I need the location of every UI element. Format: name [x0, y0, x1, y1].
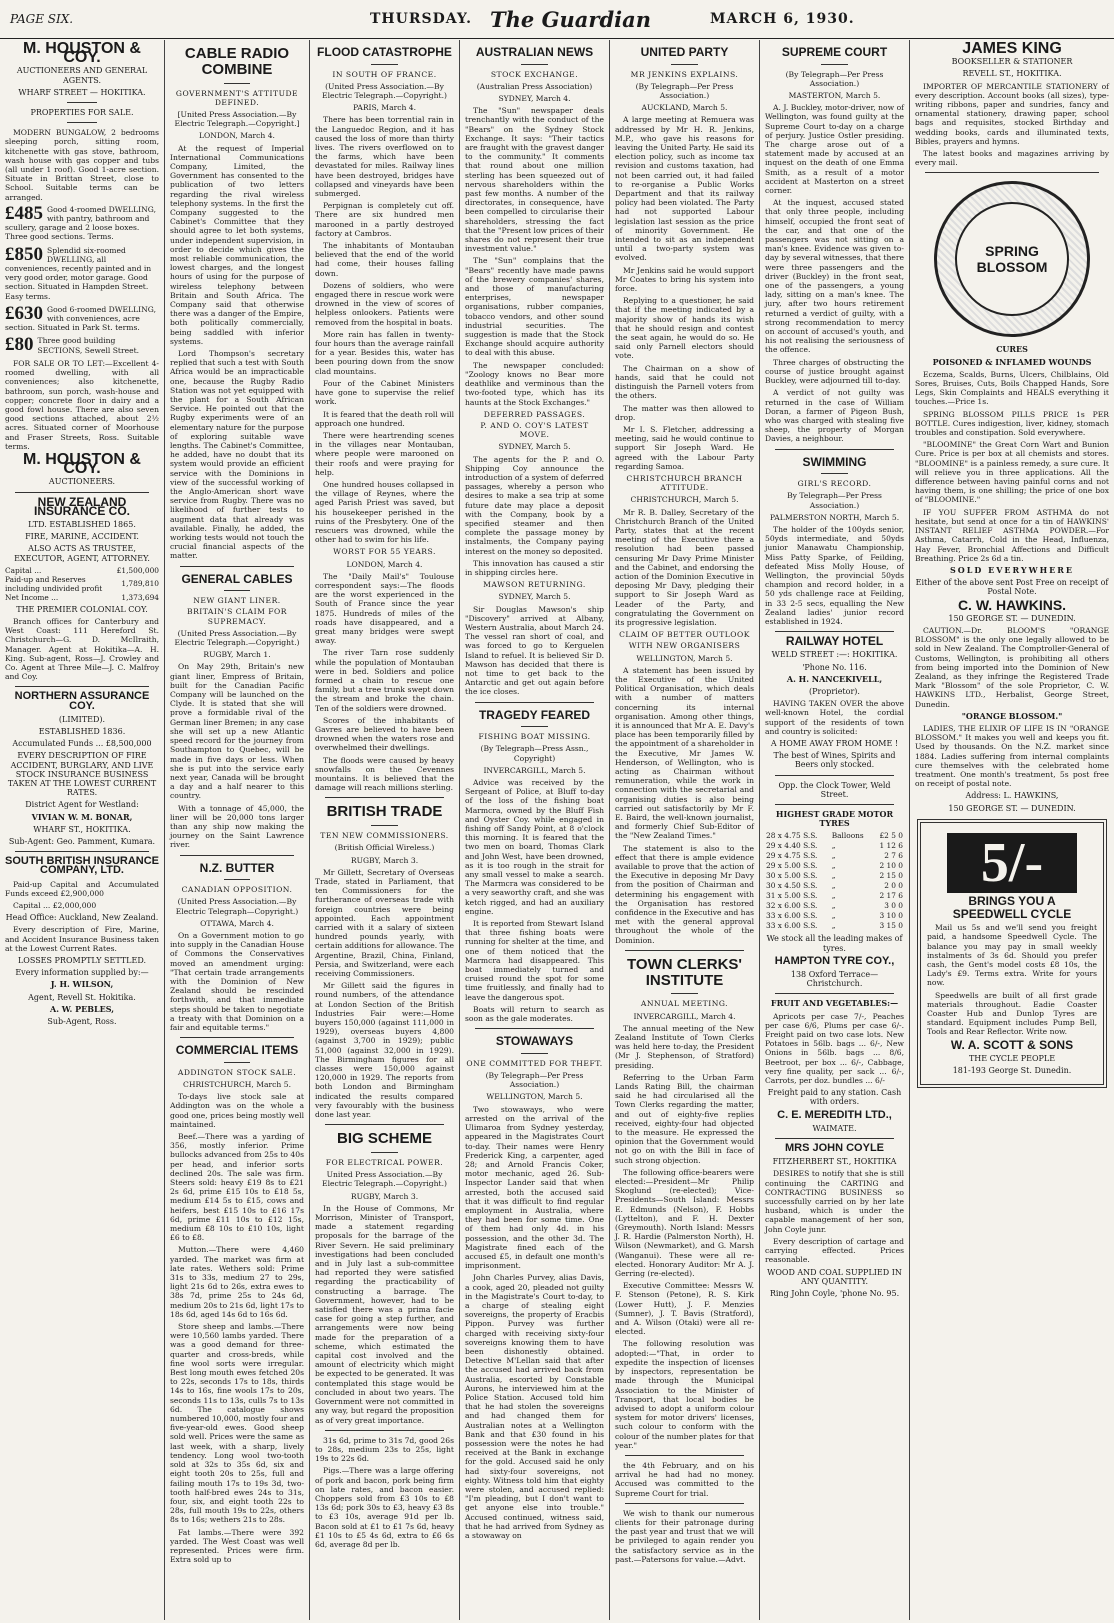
paragraph: John Charles Purvey, alias Davis, a cook, aged 20, pleaded not guilty in the Magistrate's Court to-day, to a charge of stealing eight sovereigns, the property of Eracbis Pippon. Purvey was further charged with receiving sixty-four sovereigns knowing them to have been dishonestly obtained. Detective M'Lellan said that after the accused had arrived back from Australia, escorted by Constable Aurons, he interviewed him at the Police Station. Accused told him that he had stolen the sovereigns and had changed them for Australian notes at a Wellington Bank and that £30 found in his possession were the notes he had received at the Bank in exchange for the gold. Accused said he only had sixty-four sovereigns, not eighty. Witness told him that eighty were stolen, and accused replied: "I'm pleading, but I don't want to get anyone else into trouble." Accused continued, witness said, that he had arrived from Sydney as a stowaway on: [465, 1273, 604, 1541]
headline-british-trade: BRITISH TRADE: [326, 803, 443, 821]
paragraph: The Chairman on a show of hands, said that he could not distinguish the Parnell voters from the others.: [615, 363, 754, 401]
credit: (By Telegraph—Per Press Association.): [485, 1071, 584, 1090]
wilson: J. H. WILSON,: [50, 979, 114, 990]
table-row: 29 x 4.75 S.S. „ 2 7 6: [766, 851, 903, 861]
fruit-heading: FRUIT AND VEGETABLES:—: [770, 998, 899, 1009]
subhead: GIRL'S RECORD.: [797, 479, 872, 489]
subhead: DEFERRED PASSAGES.: [483, 409, 586, 419]
wines: The best of Wines, Spirits and Beers only stocked.: [773, 751, 896, 770]
seal-text-2: BLOSSOM: [976, 259, 1048, 276]
dateline: LONDON, March 4.: [199, 131, 275, 141]
hawkins-addr: 150 GEORGE ST. — DUNEDIN.: [948, 613, 1076, 623]
paragraph: At the request of Imperial International Communications Company, Limited, the Government has consented to the publication of two letters regarding the rival wireless telephony systems. In the first the Company suggested to the Cabinet's Committee that they should agree to let both systems, under independent supervision, in order to decide which gives the most reliable communication, the lowest charges, and the longest hours of using for the purpose of wireless telephony between Britain and South Africa. The Company said that otherwise there was a danger of the Empire, both politically commercially, being saddled with inferior systems.: [170, 143, 304, 346]
paragraph: There were heartrending scenes in the villages near Montauban, where people were marooned on their roofs and were praying for help.: [315, 430, 454, 477]
coyle-title: MRS JOHN COYLE: [784, 1142, 884, 1155]
eczema: Eczema, Scalds, Burns, Ulcers, Chilblains, Old Sores, Bruises, Cuts, Boils Chapped Hands, Sore Legs, Skin Complaints and HEALS everything it touches.—Price 1s.: [915, 369, 1109, 407]
bookseller: BOOKSELLER & STATIONER: [951, 57, 1073, 67]
subhead: CANADIAN OPPOSITION.: [181, 885, 293, 895]
info-supplied: Every information supplied by:—: [15, 968, 149, 978]
paragraph: Two stowaways, who were arrested on the arrival of the Ulimaroa from Sydney yesterday, appeared in the Magistrates Court to-day. Their names were Henry Frederick King, a carpenter, aged 28; and Arnold Francis Coker, motor mechanic, aged 26. Sub-Inspector Lander said that when arrested, both the accused said that it was difficult to find regular employment in Australia, where they had been for some time. One of them had only 4d. in his possession, and the other 3d. The Magistrate fined each of the accused £5, in default one month's imprisonment.: [465, 1104, 604, 1271]
column-1: [0, 40, 165, 1620]
northern-est: ESTABLISHED 1836.: [38, 726, 126, 736]
paragraph: Mr R. B. Dalley, Secretary of the Christchurch Branch of the United Party, states that at the recent meeting of the Executive there a resolution had been passed censuring Mr Davy Prime Minister and the Cabinet, and endorsing the action of the Dominion Executive in deposing Mr Davy, pledging their support to Sir Joseph Ward as Leader of the Party, and congratulating the Government on its progressive legislation.: [615, 507, 754, 627]
paragraph: Lord Thompson's secretary replied that such a test with South Africa would be an impracticable one, because the Rugby Radio Station was not yet equipped with the plant for a South African Service. He pointed out that the Rugby experiments were of an elementary nature for the purpose of exploring suitable wave lengths. The Cabinet's Committee, he added, have no doubt that its system would provide an efficient service with the Dominions in view of the successful working of the Anglo-American short wave service from Rugby. There was no likelihood of further tests to augment data that already was available. Finally, he added, the working tests would not touch the crucial financial aspects of the matter.: [170, 348, 304, 561]
nz-insurance-title: NEW ZEALAND INSURANCE CO.: [33, 494, 130, 518]
properties-heading: PROPERTIES FOR SALE.: [30, 108, 134, 118]
coyle-addr: FITZHERBERT ST., HOKITIKA: [772, 1157, 897, 1167]
hampton-addr: 138 Oxford Terrace—Christchurch.: [790, 970, 879, 989]
column-3: [310, 40, 460, 1620]
paragraph: Dozens of soldiers, who were engaged there in rescue work were drowned in the view of scores of helpless onlookers. Patients were removed from the hospital in boats.: [315, 280, 454, 327]
wood-coal: WOOD AND COAL SUPPLIED IN ANY QUANTITY.: [767, 1267, 902, 1286]
credit: (British Official Wireless.): [334, 843, 435, 853]
paragraph: Mr I. S. Fletcher, addressing a meeting, said he would continue to support Sir Joseph Ward. He agreed with the Labour Party regarding Samoa.: [615, 424, 754, 471]
dateline: PARIS, March 4.: [352, 103, 417, 113]
cycle-people: THE CYCLE PEOPLE: [968, 1053, 1056, 1063]
paragraph: Fat lambs.—There were 392 yarded. The West Coast was well represented. Prices were firm. Extra sold up to: [170, 1527, 304, 1565]
cures: CURES: [996, 344, 1028, 355]
dateline: WELLINGTON, March 5.: [486, 1092, 583, 1102]
subhead: P. AND O. COY'S LATEST MOVE.: [480, 420, 589, 440]
orange-blossom: "ORANGE BLOSSOM.": [961, 710, 1063, 721]
paragraph: At the inquest, accused stated that only three people, including himself, occupied the front seat of the car, and that one of the passengers was not sitting on a man's knee. Evidence was given to-day by several witnesses, that there were three passengers and the driver (Buckley) in the front seat, one of the passengers, a young lady, sitting on a man's knee. The jury, after two hours retirement returned a verdict of guilty, with a strong recommendation to mercy on account of accused's youth, and his not realising the seriousness of the offence.: [765, 198, 904, 355]
paragraph: There has been torrential rain in the Languedoc Region, and it has caused the loss of more than thirty lives. The rivers overflowed on to the farms, which have been devastated for miles. Railway lines have been destroyed, bridges have collapsed and vineyards have been submerged.: [315, 115, 454, 199]
paragraph: One hundred houses collapsed in the village of Reynes, where the aged Parish Priest was saved, but his housekeeper perished in the ruins of the Presbytery. One of the rescuers was drowned, while the other had to swim for his life.: [315, 479, 454, 545]
either: Either of the above sent Post Free on receipt of Postal Note.: [915, 578, 1109, 597]
paragraph: Replying to a questioner, he said that if the meeting indicated by a majority show of hands its wish that he should resign and contest the seat again, he would do so. He said only Parnell electors should vote.: [615, 296, 754, 361]
northern-limited: (LIMITED).: [58, 714, 106, 724]
subhead: FOR ELECTRICAL POWER.: [325, 1158, 444, 1168]
northern-every: EVERY DESCRIPTION OF FIRE ACCIDENT, BURGLARY, AND LIVE STOCK INSURANCE BUSINESS TAKEN AT THE LOWEST CURRENT RATES.: [7, 751, 157, 798]
district-agent: District Agent for Westland:: [25, 800, 139, 810]
every-description: Every description of Fire, Marine, and Accident Insurance Business taken at the Lowest Current Rates.: [5, 925, 159, 953]
paragraph: This innovation has caused a stir in shipping circles here.: [465, 558, 604, 577]
cartage: Every description of cartage and carrying effected. Prices reasonable.: [765, 1236, 904, 1265]
column-4: [460, 40, 610, 1620]
hotel-address: WELD STREET :—: HOKITIKA.: [771, 650, 898, 660]
headline-nz-butter: N.Z. BUTTER: [199, 860, 275, 875]
subhead: MAWSON RETURNING.: [483, 580, 586, 590]
paragraph: A large meeting at Remuera was addressed by Mr H. R. Jenkins, M.P., who gave his reasons for leaving the United Party. He said its election policy, such as income tax revision and customs taxation, had not been carried out, it had failed to re-organise a Public Works Department and that its railway policy had been violated. The Party had not supported Labour legislation last session as the price of minority Government. He intended to sit as an independent until a two-party system was evolved.: [615, 115, 754, 263]
pills: SPRING BLOSSOM PILLS PRICE 1s PER BOTTLE. Cures indigestion, liver, kidney, stomach troubles and constipation. Sold everywhere.: [915, 409, 1109, 438]
paragraph: Store sheep and lambs.—There were 10,560 lambs yarded. There was a good demand for three-quarter and cross-breds, while fine wool sorts were irregular. Best long mouth ewes fetched 20s to 22s, seconds 17s to 18s, thirds 14s to 16s, fine wools 17s to 20s, seconds 11s to 13s, culls 7s to 13s 6d. The catalogue shows numbered 10,000, mostly four and five-year-old ewes. Good sheep sold well. Prices were the same as last week, with a sharp, lively tendency. Long wool two-tooth sold at 32s to 35s 6d, six and eight tooth 20s to 25s, full and failing mouth 17s to 19s 3d, two-tooth half-bred ewes 24s to 31s, four, six, and eight tooth 22s to 28s, full mouth 19s to 22s, others 8s to 16s; wethers 21s to 28s.: [170, 1322, 304, 1525]
speedwell-ad: [917, 819, 1107, 1088]
price-630: £630: [5, 302, 43, 324]
fin-row: Capital ... £1,500,000: [5, 565, 159, 575]
meredith: C. E. MEREDITH LTD.,: [777, 1108, 892, 1121]
dateline: OTTAWA, March 4.: [200, 918, 274, 928]
paragraph: Pigs.—There was a large offering of pork and bacon, pork being firm on late rates, and bacon easier. Choppers sold from £3 10s to £8 13s 6d; pork 30s to £3, heavy £3 8s to £3 10s, average 91d per lb. Bacon sold at £1 to £1 7s 6d, heavy £1 10s to £5 4s 6d, extra to £6 6s 6d, average 8d per lb.: [315, 1466, 454, 1549]
paragraph: The annual meeting of the New Zealand Institute of Town Clerks was held here to-day, the President (Mr J. Stephenson, of Stratford) presiding.: [615, 1023, 754, 1070]
subhead: BRITAIN'S CLAIM FOR SUPREMACY.: [186, 607, 288, 626]
tyre-price-table: [765, 831, 904, 931]
credit: (By Telegraph—Per Press Association.): [635, 81, 734, 100]
table-row: 32 x 6.00 S.S. „ 3 0 0: [766, 901, 903, 911]
nz-established: LTD. ESTABLISHED 1865.: [28, 519, 136, 529]
paragraph: A verdict of not guilty was returned in the case of William Doran, a farmer of Pigeon Bush, who was charged with stealing five sheep, the property of Morgan Davies, a neighbour.: [765, 388, 904, 444]
headline-australian-news: AUSTRALIAN NEWS: [475, 45, 594, 59]
paragraph: Four of the Cabinet Ministers have gone to supervise the relief work.: [315, 378, 454, 407]
headline-united-party: UNITED PARTY: [640, 45, 729, 59]
subhead: CLAIM OF BETTER OUTLOOK: [619, 630, 750, 640]
subhead: WORST FOR 55 YEARS.: [333, 547, 436, 557]
paragraph: A statement has been issued by the Executive of the United Political Organisation, which deals with a number of matters concerning its internal organisation. Among other things, it is announced that Mr A. E. Davy's place has been temporarily filled by the appointment of a shareholder in the Executive, Mr James W. Henderson, of Wellington, who is acting as Chairman without remuneration, while the work in connection with the secretarial and organising duties is also being carried out satisfactorily by Mr F. E. Baird, the well-known journalist, and formerly Chief Sub-Editor of the "New Zealand Times.": [615, 665, 754, 841]
text-485: Good 4-roomed DWELLING, with pantry, bathroom and scullery, garage and 2 loose boxes. Three good sections. Terms.: [5, 204, 157, 242]
paragraph: To-days live stock sale at Addington was on the whole a good one, prices being mostly well maintained.: [170, 1092, 304, 1129]
hotel-text: HAVING TAKEN OVER the above well-known Hotel, the cordial support of the residents of town and country is solicited:: [765, 699, 904, 736]
vivian-addr: WHARF ST., HOKITIKA.: [33, 824, 131, 834]
railway-hotel-title: RAILWAY HOTEL: [785, 634, 884, 649]
headline-supreme-court: SUPREME COURT: [781, 45, 888, 59]
modern-bungalow: MODERN BUNGALOW, 2 bedrooms sleeping porch, sitting room, kitchenette with gas stove, bathroom, wash house with gas copper and tubs (all under 1 roof). Good 1-acre section. Situate in Brittan Street, close to School. Suitable terms can be arranged.: [5, 128, 159, 202]
houston-title: M. HOUSTON & COY.: [23, 40, 141, 67]
houston-sub: AUCTIONEERS AND GENERAL AGENTS.: [16, 66, 148, 85]
headline-flood: FLOOD CATASTROPHE: [317, 45, 452, 59]
dateline: RUGBY, March 1.: [203, 650, 271, 660]
poisoned: POISONED & INFLAMED WOUNDS: [932, 356, 1092, 367]
headline-town-clerks: TOWN CLERKS' INSTITUTE: [627, 955, 742, 989]
price-850: £850: [5, 243, 43, 265]
south-british-title: SOUTH BRITISH INSURANCE COMPANY, LTD.: [5, 855, 160, 877]
hotel-phone: 'Phone No. 116.: [802, 662, 867, 672]
paragraph: The following resolution was adopted:—"That, in order to expedite the inspection of licenses by inspectors, representation be made through the Municipal Association to the Minister of Transport, that local bodies be advised to adopt a uniform colour system for motor drivers' licenses, such colour to conform with the colour of the number plates for that year.": [615, 1339, 754, 1450]
subhead: IN SOUTH OF FRANCE.: [332, 69, 437, 79]
paragraph: The agents for the P. and O. Shipping Coy announce the introduction of a system of deferred passages, whereby a person who desires to make a sea trip at some future date may place a deposit with the Company, book by a specified steamer and then complete the passage money by instalments, the Company paying interest on the money so deposited.: [465, 454, 604, 556]
paragraph: Boats will return to search as soon as the gale moderates.: [465, 1004, 604, 1024]
headline-swimming: SWIMMING: [802, 454, 867, 469]
column-5: [610, 40, 760, 1620]
paragraph: It is feared that the death roll will approach one hundred.: [315, 409, 454, 428]
column-6: [760, 40, 910, 1620]
subhead: ADDINGTON STOCK SALE.: [177, 1067, 297, 1077]
paragraph: In the House of Commons, Mr Morrison, Minister of Transport, made a statement regarding proposals for the barrage of the River Severn. He said preliminary investigations had been concluded and in July last a sub-committee had reported they were satisfied regarding the practicability of constructing a barrage. The Government, however, had to be satisfied there was a prima facie case for going a step further, and arrangements were now being made for the preparation of a scheme, which estimated the capital cost involved and the amount of electricity which might be expected to be generated. It was contemplated this stage would be concluded in about two years. The Government were not committed in any way, but regard the proposition as of very great importance.: [315, 1203, 454, 1425]
branch-offices: Branch offices for Canterbury and West Coast: 111 Hereford St. Christchurch—G. D. McIlraith, Manager. Agent at Hokitika—A. H. King. Sub-agent, Ross—J. Crowley and Co. Agent at Three Mile—J. C. Malfroy and Coy.: [5, 616, 159, 682]
nz-also: ALSO ACTS AS TRUSTEE, EXECUTOR, AGENT, ATTORNEY.: [14, 544, 150, 563]
credit: (By Telegraph—Per Press Association.): [785, 69, 884, 88]
price-80: £80: [5, 334, 34, 356]
dateline: MASTERTON, March 5.: [788, 91, 881, 100]
paragraph: The following office-bearers were elected:—President—Mr Philip Skoglund (re-elected); Vice-Presidents—South Island: Messrs E. Edmunds (Nelson), F. Hobbs (Lyttelton), and F. H. Dexter (Greymouth). North Island: Messrs J. R. Hardie (Palmerston North), H. Wilson (Newmarket), and G. Marsh (Wanganui). These were all re-elected. Honorary Auditor: Mr A. J. Gerring (re-elected).: [615, 1167, 754, 1279]
dateline: RUGBY, March 3.: [350, 1191, 419, 1201]
paragraph: 31s 6d, prime to 31s 7d, good 26s to 28s, medium 23s to 25s, light 19s to 22s 6d.: [315, 1435, 454, 1464]
subhead: FISHING BOAT MISSING.: [478, 732, 591, 742]
dateline: RUGBY, March 3.: [350, 855, 419, 865]
seal-text-1: SPRING: [985, 243, 1039, 260]
masthead-day: THURSDAY.: [370, 11, 472, 27]
bloomine: "BLOOMINE" the Great Corn Wart and Bunion Cure. Price is per box at all chemists and stores. "BLOOMINE" is a painless remedy, a sure cure. It will relieve you in three applications. All the difference between having painful corns and not having them, is one shilling; the price of one box of "BLOOMINE.": [915, 440, 1109, 505]
table-row: 29 x 5.00 S.S. „ 2 10 0: [766, 861, 903, 871]
dateline: CHRISTCHURCH, March 5.: [183, 1079, 291, 1089]
paragraph: More rain has fallen in twenty-four hours than the average rainfall for a year. Besides this, water has been pouring down from the snow clad mountains.: [315, 329, 454, 376]
table-row: 30 x 5.00 S.S. „ 2 15 0: [766, 871, 903, 881]
paragraph: The "Daily Mail's" Toulouse correspondent says:—The floods are the worst experienced in the South of France since the year 1875. Hundreds of miles of the roads have disappeared, and a great many bridges were swept away.: [315, 571, 454, 646]
sb-capital: Paid-up Capital and Accumulated Funds exceed £2,900,000: [5, 879, 159, 898]
credit: (By Telegraph—Press Assn., Copyright): [480, 744, 589, 763]
speedwell: SPEEDWELL CYCLE: [952, 906, 1072, 921]
headline-stowaways: STOWAWAYS: [495, 1034, 574, 1049]
sb-capital-2: Capital ... £2,000,000: [13, 901, 97, 911]
subhead: WITH NEW ORGANISERS: [628, 641, 741, 651]
dateline: CHRISTCHURCH, March 5.: [630, 495, 739, 505]
paragraph: Beef.—There was a yarding of 356, mostly inferior. Prime bullocks advanced from 25s to 40s per head, and inferior sorts declined 20s. The sale was firm. Steers sold: heavy £19 8s to £21 2s 6d, prime £15 10s to £18 5s, medium £14 5s to £15, cows and heifers, best £15 10s to £16 17s 6d, prime £11 10s to £12 15s, medium £8 10s to £10 10s, light £6 to £8.: [170, 1131, 304, 1243]
subhead: GOVERNMENT'S ATTITUDE DEFINED.: [175, 88, 299, 107]
ring-coyle: Ring John Coyle, 'phone No. 95.: [769, 1288, 900, 1298]
paragraph: Executive Committee: Messrs W. F. Stenson (Petone), R. S. Kirk (Lower Hutt), J. F. Menzies (Sumner), J. T. Bavis (Stratford), and A. Wilson (Otaki) were all re-elected.: [615, 1281, 754, 1337]
fruit-list: Apricots per case 7/-, Peaches per case 6/6, Plums per case 6/-. Freight paid on two case lots. New Potatoes in 56lb. bags ... 6/-, New Onions in 56lb. bags ... 8/6, Beetroot, per box ... 6/-, Cabbage, very fine quality, per sack ... 6/-, Carrots, per doz. bundles ... 6/-: [765, 1011, 904, 1086]
paragraph: It is reported from Stewart Island that three fishing boats were running for shelter at the time, and one of them noticed that the Marmcra had disappeared. This boat immediately turned and cruised round the spot for some time fruitlessly, and finally had to leave the dangerous spot.: [465, 919, 604, 1002]
peebles-addr: Sub-Agent, Ross.: [47, 1017, 117, 1027]
paragraph: Referring to the Urban Farm Lands Rating Bill, the chairman said he had circularised all the Town Clerks regarding the matter, and out of eighty-five replies received, eighty-four had objected to the measure. He expressed the opinion that the Government would not go on with the Bill in face of such strong objection.: [615, 1072, 754, 1165]
dateline: AUCKLAND, March 5.: [641, 103, 728, 113]
paragraph: The "Sun" newspaper deals trenchantly with the conduct of the "Bears" on the Sydney Stock Exchange. It says: "Their tactics are fraught with the gravest danger to the community." It comments that round about one million sterling has been squeezed out of nervous shareholders within the past few months. A number of the directorates, in consequence, have been compelled to circularise their shareholders, stressing the fact that the "Present low prices of their shares do not represent their true investment value.": [465, 106, 604, 254]
brings-you: BRINGS YOU A: [968, 893, 1056, 908]
importer: IMPORTER OF MERCANTILE STATIONERY of every description. Account books (all sizes), type-writing ribbons, paper and sundries, fancy and ornamental stationery, drawing paper, school bags and requisites, stocked Birthday and wedding books, cards and illuminated texts, Bibles, prayers and hymns.: [915, 81, 1109, 146]
credit: (United Press Association.—By Electric Telegraph.—Copyright.): [322, 81, 447, 100]
paragraph: The "Sun" complains that the "Bears" recently have made pawns of the brewery companies' shares, and those of manufacturing enterprises, newspaper organisations, rubber companies, tobacco vendors, and other sound industrial securities. The suggestion is made that the Stock Exchange should acquire authority to deal with this abuse.: [465, 256, 604, 358]
headline-big-scheme: BIG SCHEME: [336, 1130, 432, 1148]
table-row: 29 x 4.40 S.S. „ 1 12 6: [766, 841, 903, 851]
headline-general-cables: GENERAL CABLES: [181, 571, 293, 586]
northern-funds: Accumulated Funds ... £8,500,000: [12, 739, 152, 749]
sold-everywhere: SOLD EVERYWHERE: [950, 564, 1074, 575]
dateline: INVERCARGILL, March 5.: [483, 765, 586, 775]
hampton-tyre: HAMPTON TYRE COY.,: [774, 954, 895, 967]
houston-sub-2: AUCTIONEERS.: [48, 477, 116, 487]
premier-coy: THE PREMIER COLONIAL COY.: [16, 604, 148, 614]
subhead: CHRISTCHURCH BRANCH ATTITUDE.: [626, 473, 743, 493]
built: Speedwells are built of all first grade materials throughout. Eadie Coaster Coaster Hub and Dunlop Tyres are standard. Equipment includes Pump Bell, Tools and Rear Reflector. Write now.: [927, 990, 1097, 1037]
dateline: PALMERSTON NORTH, March 5.: [769, 512, 900, 522]
paragraph: We wish to thank our numerous clients for their patronage during the past year and trust that we will be privileged to again render you the satisfactory service as in the past.—Patersons for value.—Advt.: [615, 1508, 754, 1564]
paragraph: Advice was received by the Sergeant of Police, at Bluff to-day of the loss of the fishing boat Marmcra, owned by the Bluff Fish and Oyster Coy. while engaged in fishing off Sandy Point, at 8 o'clock this morning. It is feared that the two men on board, Thomas Clark and John West, have been drowned, as it is too rough in the strait for any small vessel to make a search. The Marmcra was considered to be a very seaworthy craft, and she was ketch rigged, and had an auxiliary engine.: [465, 778, 604, 916]
subhead: STOCK EXCHANGE.: [490, 69, 579, 79]
paragraph: Mr Gillett said the figures in round numbers, of the attendance at London Section of the British Industries Fair were:—Home buyers 150,000 (against 111,000 in 1929), overseas buyers 4,800 (against 3,700 in 1929); public 51,000 (against 32,000 in 1929). The Birmingham figures for all classes were 150,000 against 120,000 in 1929. The reports from both London and Birmingham indicated the results compared very favourably with the business done last year.: [315, 981, 454, 1120]
stock-tyres: We stock all the leading makes of tyres.: [766, 934, 903, 953]
credit: (United Press Association.—By Electric Telegraph—Copyright.): [175, 897, 299, 916]
subhead: ANNUAL MEETING.: [640, 999, 729, 1009]
paragraph: The river Tarn rose suddenly while the population of Montauban were in bed. Soldiers and police formed a chain to rescue one family, but a tree trunk swept down the stream and broke the chain. Ten of the soldiers were drowned.: [315, 648, 454, 713]
paragraph: Three charges of obstructing the course of justice brought against Buckley, were adjourned till to-day.: [765, 357, 904, 386]
text-80: Three good building SECTIONS, Sewell Street.: [37, 336, 140, 355]
dateline: WELLINGTON, March 5.: [636, 653, 733, 663]
opp-clock: Opp. the Clock Tower, Weld Street.: [778, 780, 891, 799]
nancekivell: A. H. NANCEKIVELL,: [786, 673, 883, 684]
paragraph: With a tonnage of 45,000, the liner will be 20,000 tons larger than any ship now making the journey on the Saint Lawrence river.: [170, 803, 304, 850]
headline-tragedy-feared: TRAGEDY FEARED: [478, 707, 591, 722]
northern-title: NORTHERN ASSURANCE COY.: [14, 690, 150, 712]
page-number: PAGE SIX.: [10, 12, 74, 26]
table-row: 33 x 6.00 S.S. „ 3 15 0: [766, 921, 903, 931]
dateline: LONDON, March 4.: [346, 559, 423, 569]
james-king-title: JAMES KING: [962, 40, 1062, 57]
paragraph: the 4th February, and on his arrival he had had no money. Accused was committed to the Supreme Court for trial.: [615, 1460, 754, 1498]
paragraph: Scores of the inhabitants of Gavres are believed to have been drowned when the waters rose and overwhelmed their dwellings.: [315, 715, 454, 753]
nz-financials: [5, 566, 159, 602]
subhead: MR JENKINS EXPLAINS.: [630, 69, 739, 79]
houston-addr: WHARF STREET — HOKITIKA.: [18, 87, 146, 97]
paragraph: On a Government motion to go into supply in the Canadian House of Commons the Conservatives moved an amendment urging: "That certain trade arrangements with the Dominion of New Zealand should be rescinded forthwith, and that immediate steps should be taken to negotiate a treaty with that Dominion on a fair and equitable terms.": [170, 930, 304, 1032]
paragraph: The newspaper concluded: "Zoology knows no Bear more deathlike and verminous than the two-footed type, which has its haunts at the Stock Exchanges.": [465, 360, 604, 407]
paragraph: The holder of the 100yds senior, 50yds intermediate, and 50yds junior Manawatu Championship, Miss Patty Sparke, of Feilding, defeated Miss Molly House, of Wellington, the provincial 50yds champion and record holder, in a 50 yds challenge race at Feilding, in 33 2-5 secs, equalling the New Zealand ladies' junior record established in 1924.: [765, 524, 904, 626]
mail-us: Mail us 5s and we'll send you freight paid, a handsome Speedwell Cycle. The balance you may pay in small weekly instalments of 3s 6d. Should you prefer cash, the Gent's model costs £8 10s, the Lady's £9. Terms extra. Write for yours now.: [927, 923, 1097, 988]
king-addr: REVELL ST., HOKITIKA.: [962, 69, 1062, 79]
paragraph: Perpignan is completely cut off. There are six hundred men marooned in a partly destroyed factory at Cambros.: [315, 201, 454, 238]
paragraph: Mr Jenkins said he would support Mr Coates to bring his system into force.: [615, 265, 754, 294]
scott-addr: 181-193 George St. Dunedin.: [952, 1066, 1072, 1076]
headline-commercial-items: COMMERCIAL ITEMS: [175, 1043, 299, 1058]
spring-blossom-seal-icon: [934, 181, 1090, 337]
paragraph: The matter was then allowed to drop.: [615, 403, 754, 422]
price-485: £485: [5, 202, 43, 224]
proprietor: (Proprietor).: [809, 686, 860, 696]
subhead: TEN NEW COMMISSIONERS.: [320, 831, 449, 841]
losses: LOSSES PROMPTLY SETTLED.: [17, 956, 147, 966]
paragraph: Mutton.—There were 4,460 yarded. The market was firm at late rates. Wethers sold: Prime 31s to 33s, medium 27 to 29s, light 21s 6d to 26s, extra ewes to 38s 7d, prime 25s to 24s 6d, medium 20s to 21s 6d, light 17s to 18s 6d, aged 14s 6d to 16s 6d.: [170, 1245, 304, 1319]
dateline: SYDNEY, March 4.: [498, 94, 571, 103]
head-office: Head Office: Auckland, New Zealand.: [5, 913, 159, 923]
paragraph: Mr Gillett, Secretary of Overseas Trade, stated in Parliament, that ten Commissioners for the furtherance of overseas trade with foreign countries were being appointed. Each appointment carried with it a salary of sixteen hundred pounds yearly, with certain additions for allowance. The Argentine, Brazil, China, Finland, Persia, and Switzerland, were each receiving Commissioners.: [315, 867, 454, 979]
credit: (United Press Association.—By Electric Telegraph.—Copyright.): [174, 628, 300, 648]
credit: United Press Association.—By Electric Telegraph.—Copyright.): [322, 1170, 447, 1189]
home-away: A HOME AWAY FROM HOME !: [770, 738, 899, 748]
masthead-paper-title: The Guardian: [490, 6, 651, 32]
address: Address: L. HAWKINS,: [965, 791, 1059, 801]
column-2: [165, 40, 310, 1620]
fin-row: Paid-up and Reserves including undivided profit 1,789,810: [5, 574, 159, 593]
dateline: INVERCARGILL, March 4.: [633, 1011, 736, 1021]
hawkins: C. W. HAWKINS.: [957, 596, 1067, 613]
table-row: 28 x 4.75 S.S. Balloons £2 5 0: [766, 831, 903, 841]
text-850: Splendid six-roomed DWELLING, all conveniences, recently painted and in very good order, motor garage. Good section. Situated in Hampden Street. Easy terms.: [5, 245, 152, 301]
text-630: Good 6-roomed DWELLING, with conveniences, acre section. Situated in Park St. terms.: [5, 304, 157, 333]
peebles: A. W. PEBLES,: [50, 1003, 114, 1014]
address-2: 150 GEORGE ST. — DUNEDIN.: [948, 803, 1076, 813]
table-row: 31 x 5.00 S.S. „ 2 17 6: [766, 891, 903, 901]
dateline: SYDNEY, March 5.: [498, 592, 571, 602]
dateline: SYDNEY, March 5.: [498, 442, 571, 452]
scott: W. A. SCOTT & SONS: [950, 1037, 1074, 1052]
sale-or-let: FOR SALE OR TO LET:—Excellent 4-roomed dwelling, with all conveniences; also kitchenette, bathroom, sun porch, wash-house and copper; concrete floor in dairy and a good fowl house. There are also seven good sections attached, about 2½ acres. Situated corner of Moorhouse and Fraser Streets, Ross. Suitable terms.: [5, 358, 159, 451]
credit: By Telegraph—Per Press Association.): [787, 491, 882, 510]
wilson-addr: Agent, Revell St. Hokitika.: [28, 992, 136, 1002]
waimate: WAIMATE.: [812, 1123, 857, 1133]
nz-fire: FIRE, MARINE, ACCIDENT.: [25, 532, 139, 542]
credit: [United Press Association.—By Electric Telegraph.—Copyright.]: [174, 109, 300, 129]
paragraph: The floods were caused by heavy snowfalls on the Cevennes mountains. It is believed that the damage will reach millions sterling.: [315, 755, 454, 793]
subhead: NEW GIANT LINER.: [193, 596, 281, 606]
paragraph: A. J. Buckley, motor-driver, now of Wellington, was found guilty at the Supreme Court to-day on a charge of perjury. Justice Ostler presiding. The charge arose out of a statement made by accused at an inquest on the death of one Emma Smith, as a result of a motor accident at Masterton on a street corner.: [765, 103, 904, 196]
column-7: [910, 40, 1114, 1620]
table-row: 33 x 6.00 S.S. „ 3 10 0: [766, 911, 903, 921]
table-row: 30 x 4.50 S.S. „ 2 0 0: [766, 881, 903, 891]
ladies: LADIES, THE ELIXIR OF LIFE IS IN "ORANGE BLOSSOM." It makes you well and keeps you fit. Used by thousands. On the N.Z. market since 1884. Ladies suffering from internal complaints cure themselves with the celebrated home treatment. One month's treatment, 5s post free on receipt of postal note.: [915, 723, 1109, 789]
fin-row: Net Income ... 1,373,694: [5, 592, 159, 602]
headline-cable-radio: CABLE RADIO COMBINE: [184, 45, 290, 78]
tyre-heading: HIGHEST GRADE MOTOR TYRES: [775, 809, 894, 829]
paragraph: On May 29th, Britain's new giant liner, Empress of Britain, built for the Canadian Pacific Company will be launched on the Clyde. It is stated that she will prove a formidable rival of the German liner Bremen; in any case she will set up a new Atlantic speed record for the journey from Southampton to Quebec, will be made in five days or less. When she is put into the service early next year, Canada will be brought a day and a half nearer to this country.: [170, 662, 304, 801]
asthma: IF YOU SUFFER FROM ASTHMA do not hesitate, but send at once for a tin of HAWKINS' INSTANT RELIEF ASTHMA POWDER.—For Asthma, Catarrh, Cold in the Head, Influenza, Hay Fever, Bronchial Affections and Difficult Breathing. Price 2s 6d a tin.: [915, 507, 1109, 563]
caution: CAUTION.—Dr. BLOOM'S "ORANGE BLOSSOM" is the only one legally allowed to be sold in New Zealand. The Comptroller-General of Customs, Wellington, is prohibiting all others from being imported into the Dominion of New Zealand, as they infringe the Registered Trade Mark "Blossom" of the sole Proprietor, C. W. HAWKINS LTD., Herbalist, George Street, Dunedin.: [915, 625, 1109, 709]
sub-agent: Sub-Agent: Geo. Pamment, Kumara.: [8, 837, 156, 847]
freight: Freight paid to any station. Cash with orders.: [767, 1088, 902, 1107]
coyle-text: DESIRES to notify that she is still continuing the CARTING and CONTRACTING BUSINESS so successfully carried on by her late husband, which is under the capable management of her son, John Coyle junr.: [765, 1169, 904, 1234]
masthead: [0, 0, 1114, 39]
credit: (Australian Press Association): [476, 81, 593, 91]
vivian-bonar: VIVIAN W. M. BONAR,: [31, 811, 133, 822]
masthead-date: MARCH 6, 1930.: [710, 11, 855, 27]
subhead: ONE COMMITTED FOR THEFT.: [466, 1058, 603, 1068]
paragraph: Sir Douglas Mawson's ship "Discovery" arrived at Albany, Western Australia, about March 24. The vessel ran short of coal, and was forced to go to Kerguelen Island to refuel. It is believed Sir D. Mawson has decided that there is not time to get back to the Antarctic and get out again before the ice closes.: [465, 604, 604, 697]
paragraph: The inhabitants of Montauban believed that the end of the world had come, their houses falling down.: [315, 241, 454, 278]
paragraph: The statement is also to the effect that there is ample evidence available to prove that the action of the Executive in deposing Mr Davy from the position of Chairman and determining his engagement with the Organisation has restored confidence in the Executive and has met with the general approval throughout the whole of the Dominion.: [615, 843, 754, 945]
latest-books: The latest books and magazines arriving by every mail.: [915, 149, 1109, 168]
houston-title-2: M. HOUSTON & COY.: [23, 450, 141, 478]
five-shillings: 5/-: [947, 833, 1077, 893]
